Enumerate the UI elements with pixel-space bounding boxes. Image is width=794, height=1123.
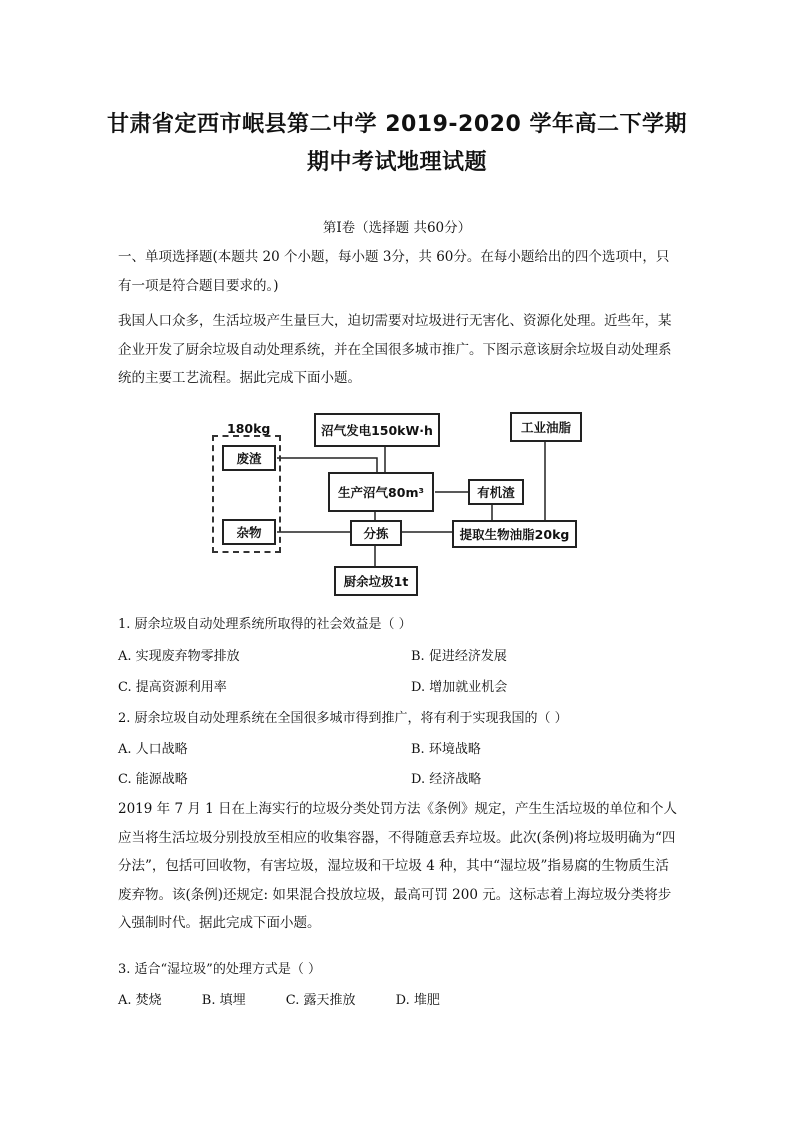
question-1-option-a: A. 实现废弃物零排放	[118, 649, 240, 664]
question-2-option-c: C. 能源战略	[118, 772, 188, 787]
question-1-stem: 1. 厨余垃圾自动处理系统所取得的社会效益是（ ）	[118, 617, 412, 632]
section-heading: 第Ⅰ卷（选择题 共60分）	[322, 220, 472, 236]
connector-residue-to-biogas	[277, 458, 377, 472]
question-1-option-d: D. 增加就业机会	[411, 680, 508, 695]
exam-title-line1: 甘肃省定西市岷县第二中学 2019-2020 学年高二下学期	[107, 112, 687, 137]
box-bio-grease: 提取生物油脂20kg	[452, 520, 577, 548]
question-3-option-c: C. 露天推放	[285, 993, 356, 1008]
label-180kg: 180kg	[227, 421, 271, 436]
process-flow-diagram	[205, 408, 595, 598]
box-sundries: 杂物	[222, 519, 276, 545]
question-3-option-b: B. 填埋	[201, 993, 246, 1008]
question-3-stem: 3. 适合“湿垃圾”的处理方式是（ ）	[118, 962, 321, 977]
question-3-option-a: A. 焚烧	[118, 993, 162, 1008]
passage-2: 2019 年 7 月 1 日在上海实行的垃圾分类处罚方法《条例》规定，产生生活垃圾的单位和个人应当将生活垃圾分别投放至相应的收集容器，不得随意丢弃垃圾。此次(条例)将垃圾明确为“四分法”，包括可回收物，有害垃圾，湿垃圾和干垃圾 4 种，其中“湿垃圾”指易腐的生物质生活废弃物。该(条例)还规定: 如果混合投放垃圾，最高可罚 200 元。这标志着上海垃圾分类将步入强制时代。据此完成下面小题。	[118, 801, 677, 931]
box-organic-residue: 有机渣	[468, 479, 524, 505]
question-1-option-b: B. 促进经济发展	[411, 649, 507, 664]
box-kitchen-waste: 厨余垃圾1t	[334, 566, 418, 596]
passage-1: 我国人口众多，生活垃圾产生量巨大，迫切需要对垃圾进行无害化、资源化处理。近些年，某企业开发了厨余垃圾自动处理系统，并在全国很多城市推广。下图示意该厨余垃圾自动处理系统的主要工艺流程。据此完成下面小题。	[118, 313, 672, 386]
box-sorting: 分拣	[350, 520, 402, 546]
box-waste-residue: 废渣	[222, 445, 276, 471]
box-biogas-production: 生产沼气80m³	[328, 472, 434, 512]
question-1-option-c: C. 提高资源利用率	[118, 680, 227, 695]
question-3-option-d: D. 堆肥	[395, 993, 440, 1008]
section-instructions: 一、单项选择题(本题共 20 个小题，每小题 3分，共 60分。在每小题给出的四个选项中，只有一项是符合题目要求的。)	[118, 249, 670, 294]
box-industrial-grease: 工业油脂	[510, 412, 582, 442]
box-biogas-power: 沼气发电150kW·h	[314, 413, 440, 447]
question-2-stem: 2. 厨余垃圾自动处理系统在全国很多城市得到推广，将有利于实现我国的（ ）	[118, 711, 568, 726]
question-2-option-b: B. 环境战略	[411, 742, 481, 757]
exam-title-line2: 期中考试地理试题	[306, 150, 487, 175]
question-2-option-a: A. 人口战略	[118, 742, 188, 757]
question-2-option-d: D. 经济战略	[411, 772, 482, 787]
question-3-options	[118, 989, 476, 1008]
